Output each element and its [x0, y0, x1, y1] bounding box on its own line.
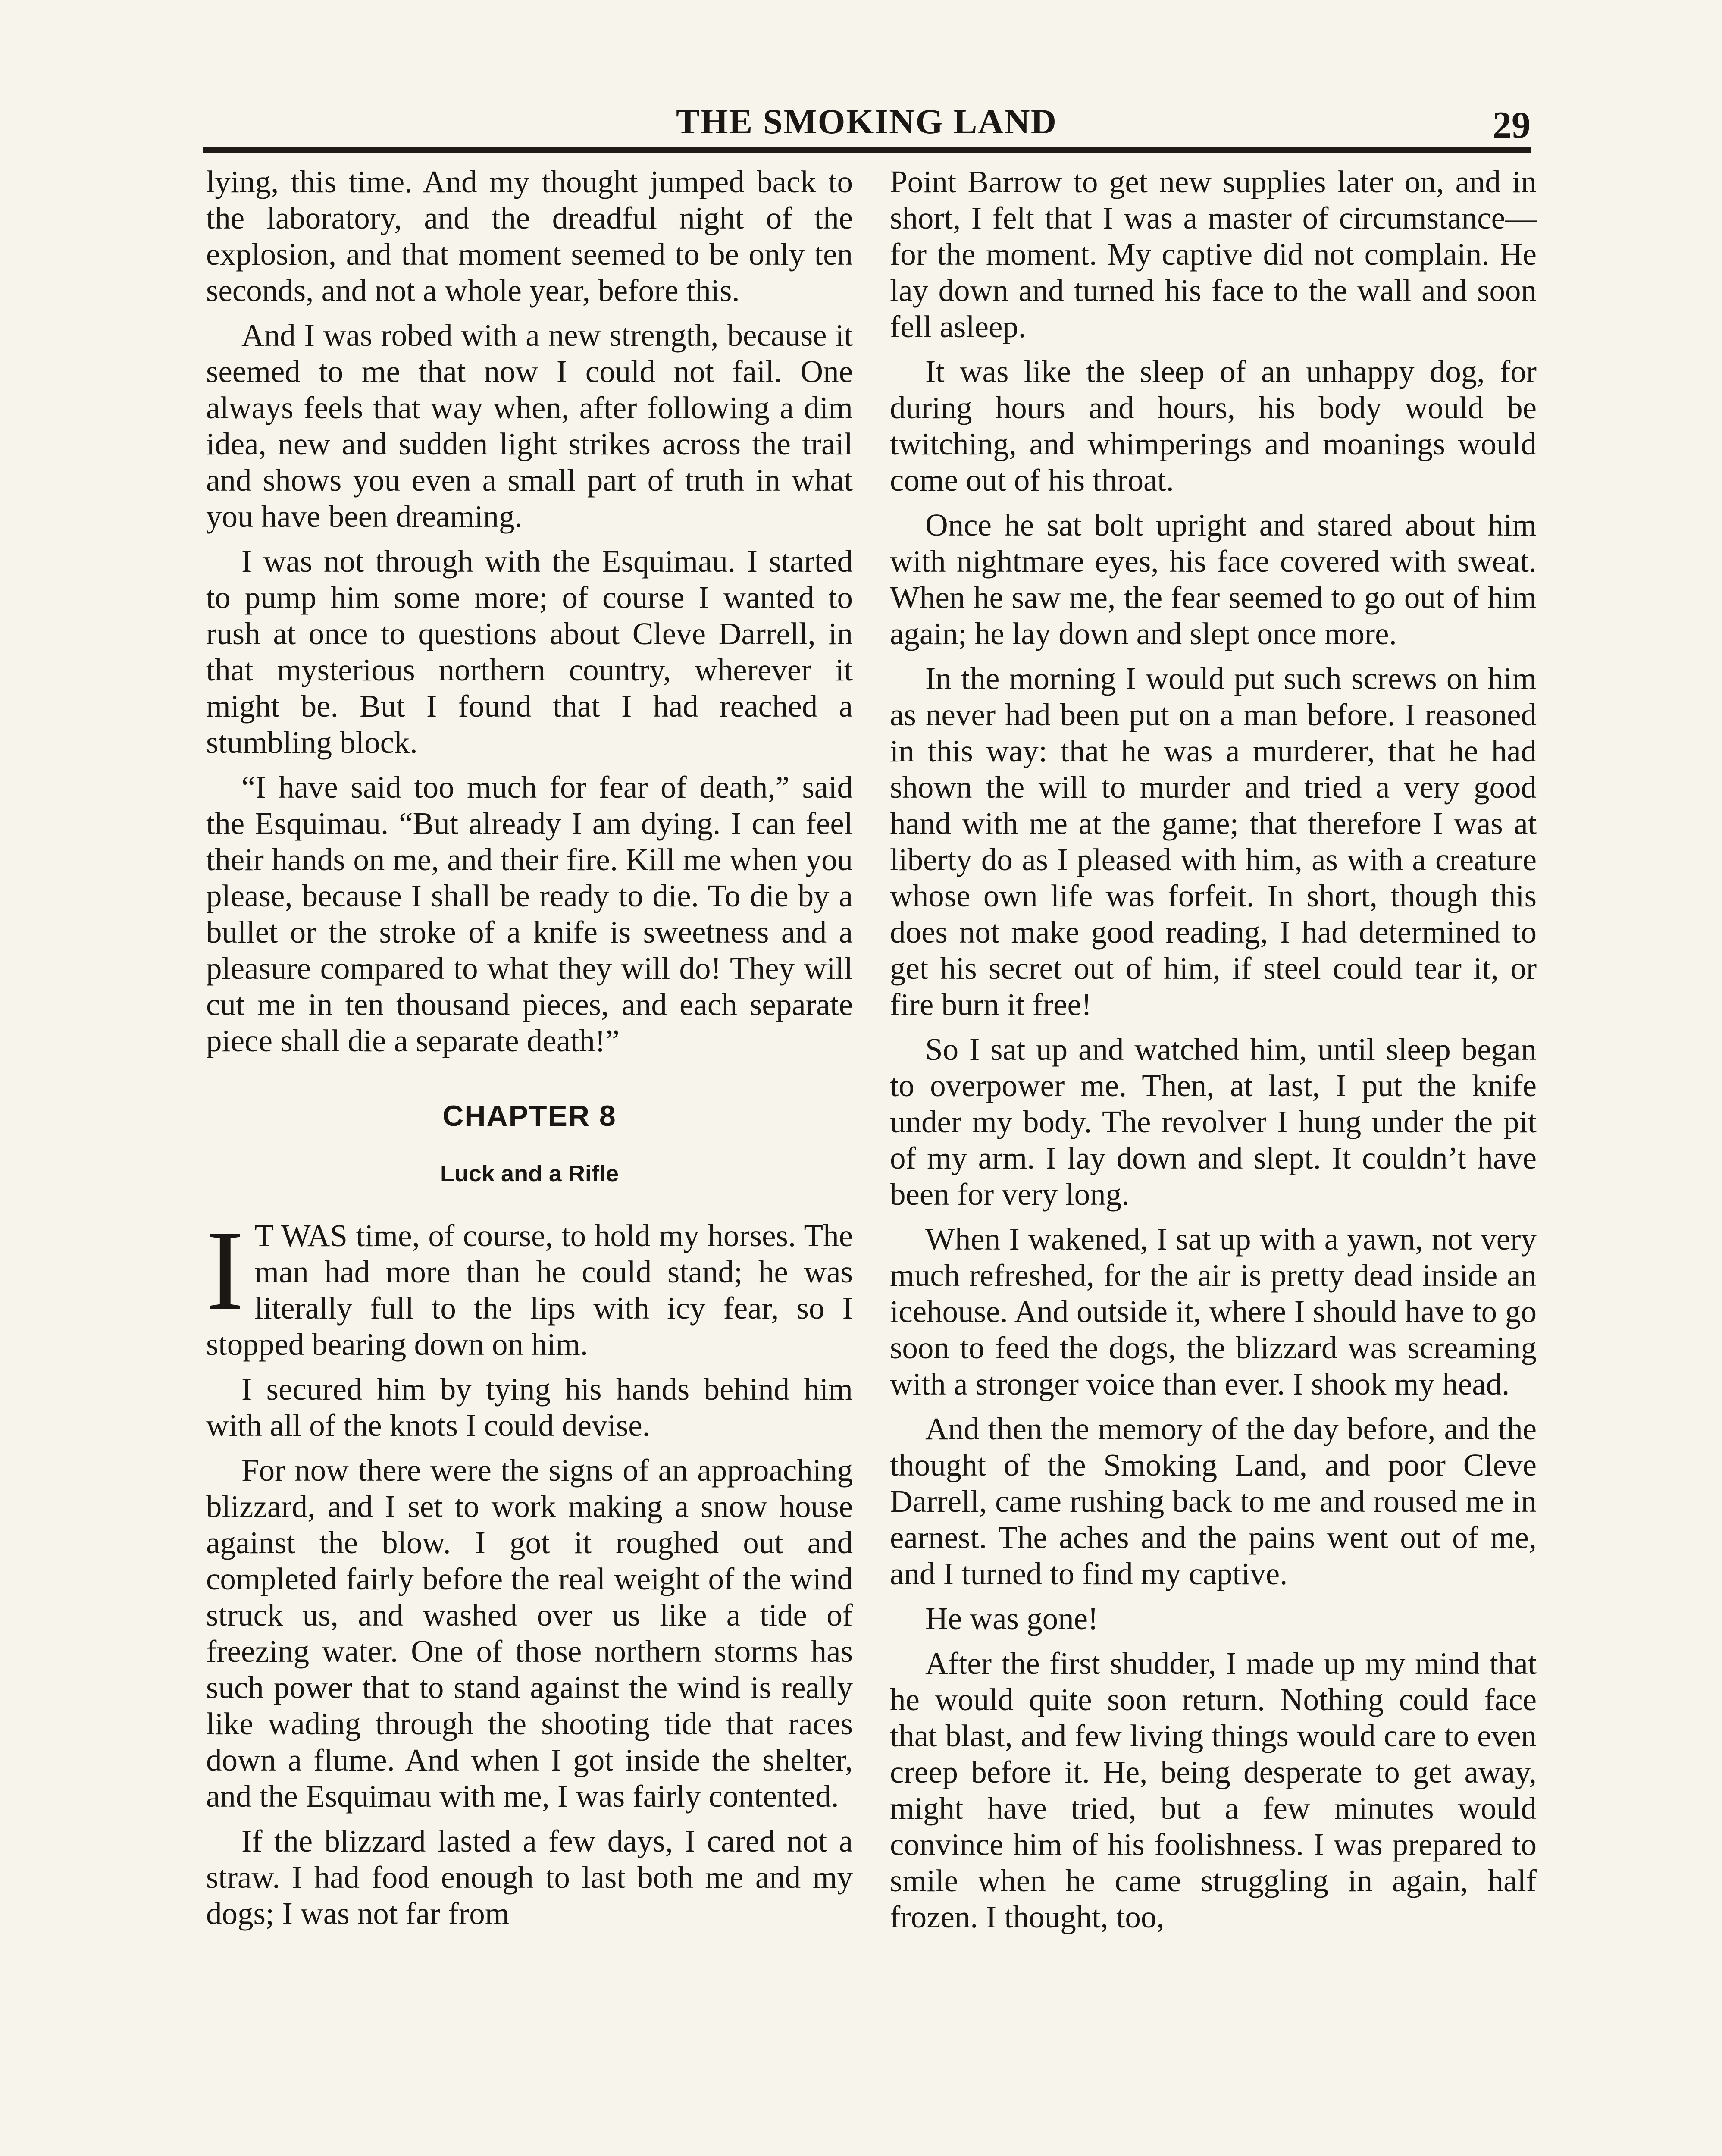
running-title: THE SMOKING LAND	[676, 102, 1057, 141]
header-rule	[203, 147, 1531, 153]
paragraph: It was like the sleep of an unhappy dog, for during hours and hours, his body would be twitching, and whimperings and moanings would come out of his throat.	[890, 354, 1537, 498]
paragraph: Once he sat bolt upright and stared about him with nightmare eyes, his face covered with sweat. When he saw me, the fear seemed to go out of him again; he lay down and slept once more.	[890, 508, 1537, 651]
chapter-subtitle: Luck and a Rifle	[440, 1161, 619, 1187]
paragraph: I was not through with the Esquimau. I started to pump him some more; of course I wanted to rush at once to questions about Cleve Darrell, in that mysterious northern country, wherever it might be. But I found that I had reached a stumbling block.	[206, 544, 853, 760]
paragraph: When I wakened, I sat up with a yawn, not very much refreshed, for the air is pretty dead inside an icehouse. And outside it, where I should have to go soon to feed the dogs, the blizzard was screaming with a stronger voice than ever. I shook my head.	[890, 1222, 1537, 1401]
paragraph: If the blizzard lasted a few days, I cared not a straw. I had food enough to last both me and my dogs; I was not far from	[206, 1824, 853, 1931]
opening-paragraph	[206, 1207, 853, 1363]
drop-cap: I	[206, 1207, 244, 1334]
paragraph: “I have said too much for fear of death,” said the Esquimau. “But already I am dying. I can feel their hands on me, and their fire. Kill me when you please, because I shall be ready to die. To die by a bullet or the stroke of a knife is sweetness and a pleasure compared to what they will do! They will cut me in ten thousand pieces, and each separate piece shall die a separate death!”	[206, 770, 853, 1058]
opening-paragraph-text: T WAS time, of course, to hold my horses. The man had more than he could stand; he was literally full to the lips with icy fear, so I stopped bearing down on him.	[206, 1218, 853, 1362]
right-column	[890, 164, 1537, 1944]
chapter-title: CHAPTER 8	[442, 1100, 617, 1132]
paragraph: For now there were the signs of an approaching blizzard, and I set to work making a snow house against the blow. I got it roughed out and completed fairly before the real weight of the wind struck us, and washed over us like a tide of freezing water. One of those northern storms has such power that to stand against the wind is really like wading through the shooting tide that races down a flume. And when I got inside the shelter, and the Esquimau with me, I was fairly contented.	[206, 1453, 853, 1814]
paragraph: He was gone!	[925, 1601, 1099, 1636]
page-number: 29	[1493, 104, 1531, 146]
paragraph: So I sat up and watched him, until sleep began to overpower me. Then, at last, I put the knife under my body. The revolver I hung under the pit of my arm. I lay down and slept. It couldn’t have been for very long.	[890, 1032, 1537, 1212]
paragraph: After the first shudder, I made up my mind that he would quite soon return. Nothing could face that blast, and few living things would care to even creep before it. He, being desperate to get away, might have tried, but a few minutes would convince him of his foolishness. I was prepared to smile when he came struggling in again, half frozen. I thought, too,	[890, 1646, 1537, 1934]
paragraph: In the morning I would put such screws on him as never had been put on a man before. I reasoned in this way: that he was a murderer, that he had shown the will to murder and tried a very good hand with me at the game; that therefore I was at liberty do as I pleased with him, as with a creature whose own life was forfeit. In short, though this does not make good reading, I had determined to get his secret out of him, if steel could tear it, or fire burn it free!	[890, 661, 1537, 1022]
running-header	[203, 91, 1531, 147]
paragraph: lying, this time. And my thought jumped back to the laboratory, and the dreadful night of the explosion, and that moment seemed to be only ten seconds, and not a whole year, before this.	[206, 164, 853, 308]
paragraph: I secured him by tying his hands behind him with all of the knots I could devise.	[206, 1372, 853, 1443]
left-column	[206, 164, 853, 1940]
paragraph: Point Barrow to get new supplies later on, and in short, I felt that I was a master of circumstance—for the moment. My captive did not complain. He lay down and turned his face to the wall and soon fell asleep.	[890, 164, 1537, 344]
paragraph: And then the memory of the day before, and the thought of the Smoking Land, and poor Cleve Darrell, came rushing back to me and roused me in earnest. The aches and the pains went out of me, and I turned to find my captive.	[890, 1411, 1537, 1591]
paragraph: And I was robed with a new strength, because it seemed to me that now I could not fail. One always feels that way when, after following a dim idea, new and sudden light strikes across the trail and shows you even a small part of truth in what you have been dreaming.	[206, 318, 853, 534]
